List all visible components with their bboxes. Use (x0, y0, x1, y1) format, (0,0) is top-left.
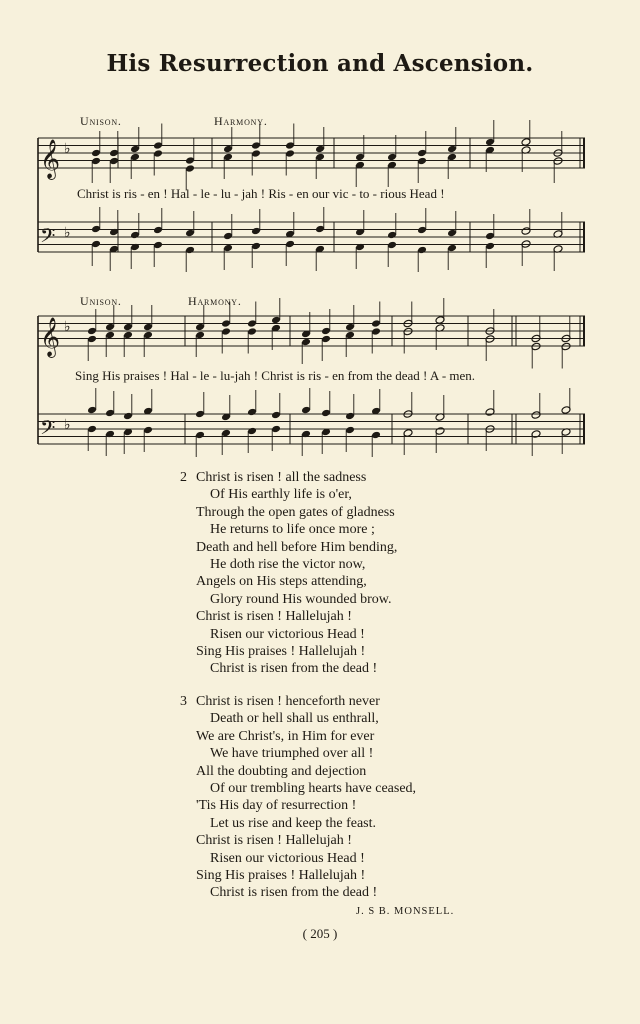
verse-line: Death and hell before Him bending, (196, 539, 398, 555)
verse-line: We are Christ's, in Him for ever (196, 728, 375, 744)
verse-line: 'Tis His day of resurrection ! (196, 798, 357, 814)
verse-line: Christ is risen ! Hallelujah ! (196, 609, 352, 625)
unison-label-1: Unison. (80, 114, 122, 128)
treble-clef-icon: 𝄞 (40, 317, 61, 357)
music-score (0, 0, 640, 460)
verse-line: Christ is risen ! all the sadness (196, 470, 367, 485)
verse-line: We have triumphed over all ! (210, 746, 374, 762)
verse-3 (180, 693, 416, 902)
verse-line: He returns to life once more ; (210, 522, 375, 538)
svg-text:♭: ♭ (64, 417, 71, 433)
svg-text:♭: ♭ (64, 141, 71, 157)
clefs (40, 139, 71, 444)
verse-line: Of His earthly life is o'er, (210, 487, 352, 503)
verse-line: Christ is risen from the dead ! (210, 885, 378, 901)
verse-3-number: 3 (180, 694, 187, 709)
verse-line: Angels on His steps attending, (196, 574, 367, 590)
verse-line: All the doubting and dejection (196, 763, 367, 779)
verse-line: Risen our victorious Head ! (210, 626, 365, 642)
harmony-label-2: Harmony. (188, 294, 242, 308)
bass-clef-icon: 𝄢 (40, 416, 56, 444)
verse-line: He doth rise the victor now, (210, 556, 366, 572)
verse-2 (180, 469, 397, 678)
lyrics-line-1: Christ is ris - en ! Hal - le - lu - jah ! Ris - en our vic - to - rious Head ! (77, 186, 445, 201)
treble-clef-icon: 𝄞 (40, 139, 61, 179)
verse-line: Sing His praises ! Hallelujah ! (196, 867, 366, 883)
harmony-label-1: Harmony. (214, 114, 268, 128)
author-credit: J. S B. MONSELL. (356, 906, 455, 917)
svg-text:♭: ♭ (64, 319, 71, 335)
page-number: ( 205 ) (302, 926, 338, 941)
verse-line: Glory round His wounded brow. (210, 591, 392, 607)
svg-text:♭: ♭ (64, 225, 71, 241)
staff-lines (38, 138, 585, 444)
verse-line: Death or hell shall us enthrall, (210, 711, 379, 727)
verse-line: Sing His praises ! Hallelujah ! (196, 643, 366, 659)
section-title: His Resurrection and Ascension. (106, 50, 534, 77)
verse-line: Through the open gates of gladness (196, 504, 395, 520)
noteheads (87, 120, 571, 457)
verse-line: Let us rise and keep the feast. (210, 815, 376, 831)
verse-line: Risen our victorious Head ! (210, 850, 365, 866)
bass-clef-icon: 𝄢 (40, 224, 56, 252)
verse-line: Christ is risen from the dead ! (210, 661, 378, 677)
unison-label-2: Unison. (80, 294, 122, 308)
verse-line: Of our trembling hearts have ceased, (210, 780, 417, 796)
verse-line: Christ is risen ! henceforth never (196, 694, 380, 709)
lyrics-line-2: Sing His praises ! Hal - le - lu-jah ! Christ is ris - en from the dead ! A - men. (75, 368, 476, 383)
verse-line: Christ is risen ! Hallelujah ! (196, 833, 352, 849)
verse-2-number: 2 (180, 470, 187, 485)
